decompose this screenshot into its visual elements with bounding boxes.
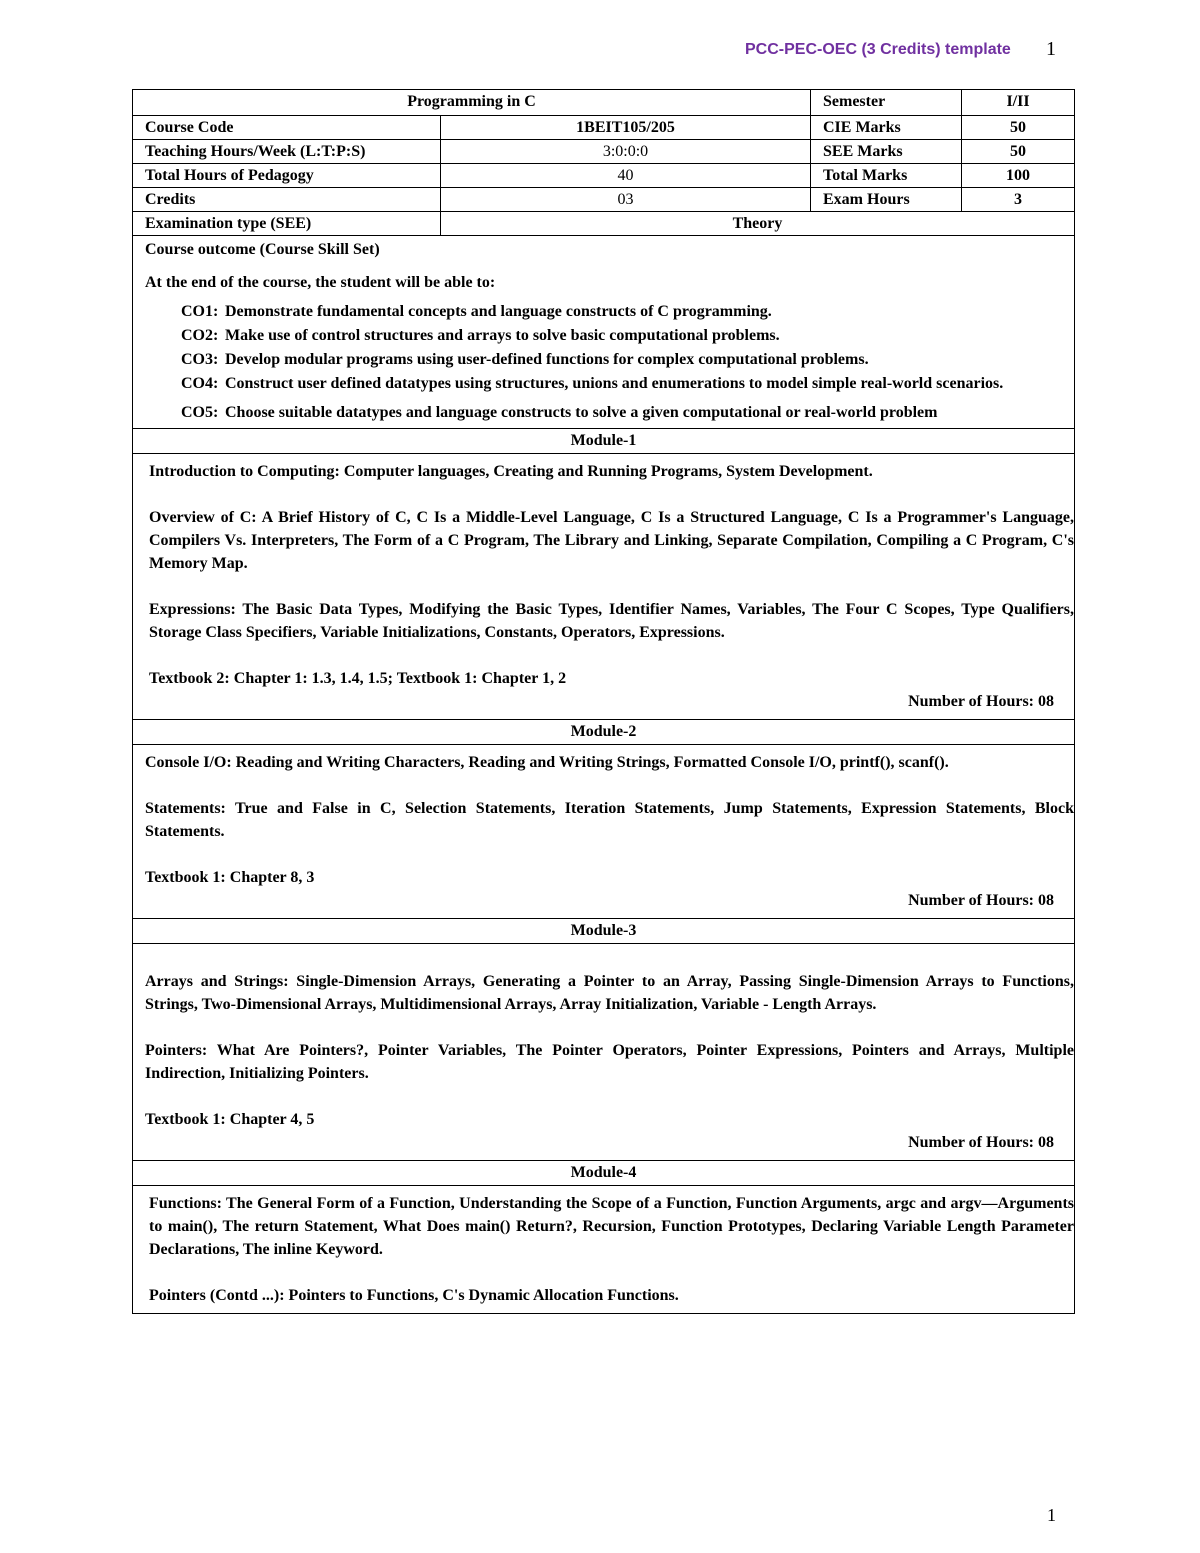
outcome-item (181, 348, 1062, 371)
outcome-item (181, 401, 1062, 424)
module-title-row (133, 720, 1075, 745)
module-body-row (133, 944, 1075, 1161)
topic-heading: Pointers: (145, 1042, 208, 1059)
topic-heading: Introduction to Computing: (149, 463, 340, 480)
info-label-2: Total Marks (811, 164, 962, 188)
outcome-code: CO4: (181, 375, 219, 392)
info-value-2: 100 (962, 164, 1075, 188)
info-row (133, 188, 1075, 212)
outcome-text: Make use of control structures and arrays to solve basic computational problems. (225, 327, 780, 344)
module-title: Module-1 (133, 429, 1075, 454)
course-outcomes-row (133, 236, 1075, 429)
module-paragraph (149, 1192, 1074, 1261)
topic-body: Reading and Writing Characters, Reading and Writing Strings, Formatted Console I/O, printf(), scanf(). (231, 754, 949, 771)
module-body (133, 745, 1075, 919)
semester-value: I/II (962, 90, 1075, 116)
outcome-code: CO5: (181, 404, 219, 421)
outcome-text: Demonstrate fundamental concepts and language constructs of C programming. (225, 303, 772, 320)
topic-body: A Brief History of C, C Is a Middle-Level Language, C Is a Structured Language, C Is a Programmer's Language, Compilers Vs. Interpreters, The Form of a C Program, The Library and Linking, Separate Compilation, Compiling a C Program, C's Memory Map. (149, 509, 1074, 572)
module-paragraph (149, 1284, 1074, 1307)
info-value: 40 (441, 164, 811, 188)
textbook-reference: Textbook 1: Chapter 8, 3 (145, 869, 315, 886)
info-label: Credits (133, 188, 441, 212)
module-body (133, 944, 1075, 1161)
exam-type-label: Examination type (SEE) (133, 212, 441, 236)
module-title-row (133, 429, 1075, 454)
course-outcomes (133, 236, 1075, 429)
course-title-row (133, 90, 1075, 116)
module-title: Module-4 (133, 1161, 1075, 1186)
header-page-number: 1 (1046, 38, 1056, 60)
module-paragraph (149, 460, 1074, 483)
topic-heading: Pointers (Contd ...): (149, 1287, 285, 1304)
module-body (133, 454, 1075, 720)
header-title: PCC-PEC-OEC (3 Credits) template (745, 41, 1011, 58)
outcomes-intro: At the end of the course, the student will be able to: (145, 274, 496, 291)
outcome-item (181, 324, 1062, 347)
info-label: Total Hours of Pedagogy (133, 164, 441, 188)
topic-body: True and False in C, Selection Statements, Iteration Statements, Jump Statements, Expression Statements, Block Statements. (145, 800, 1074, 840)
topic-heading: Functions: (149, 1195, 222, 1212)
info-value-2: 50 (962, 140, 1075, 164)
info-row (133, 164, 1075, 188)
module-title-row (133, 1161, 1075, 1186)
course-name: Programming in C (133, 90, 811, 116)
exam-type-value: Theory (441, 212, 1075, 236)
footer-page-number: 1 (1047, 1505, 1056, 1525)
topic-heading: Expressions: (149, 601, 236, 618)
info-value: 3:0:0:0 (441, 140, 811, 164)
outcome-code: CO3: (181, 351, 219, 368)
topic-body: Computer languages, Creating and Running Programs, System Development. (339, 463, 873, 480)
number-of-hours: Number of Hours: 08 (908, 693, 1054, 710)
module-title: Module-2 (133, 720, 1075, 745)
number-of-hours: Number of Hours: 08 (908, 1134, 1054, 1151)
info-label: Teaching Hours/Week (L:T:P:S) (133, 140, 441, 164)
semester-label: Semester (811, 90, 962, 116)
info-label-2: Exam Hours (811, 188, 962, 212)
topic-body: Single-Dimension Arrays, Generating a Pointer to an Array, Passing Single-Dimension Arrays to Functions, Strings, Two-Dimensional Arrays, Multidimensional Arrays, Array Initialization, Variable - Length Arrays. (145, 973, 1074, 1013)
module-paragraph (145, 797, 1074, 843)
info-value-2: 50 (962, 116, 1075, 140)
module-paragraph (145, 970, 1074, 1016)
outcome-text: Develop modular programs using user-defined functions for complex computational problems. (225, 351, 869, 368)
topic-body: The General Form of a Function, Understanding the Scope of a Function, Function Arguments, argc and argv—Arguments to main(), The return Statement, What Does main() Return?, Recursion, Function Prototypes, Declaring Variable Length Parameter Declarations, The inline Keyword. (149, 1195, 1074, 1258)
topic-heading: Statements: (145, 800, 226, 817)
module-body-row (133, 745, 1075, 919)
outcome-item (181, 300, 1062, 323)
module-paragraph (149, 598, 1074, 644)
module-title-row (133, 919, 1075, 944)
info-value: 03 (441, 188, 811, 212)
syllabus-table (132, 89, 1075, 1314)
info-label: Course Code (133, 116, 441, 140)
topic-body: What Are Pointers?, Pointer Variables, The Pointer Operators, Pointer Expressions, Pointers and Arrays, Multiple Indirection, Initializing Pointers. (145, 1042, 1074, 1082)
module-body-row (133, 1186, 1075, 1314)
exam-type-row (133, 212, 1075, 236)
module-paragraph (149, 506, 1074, 575)
topic-heading: Console I/O: (145, 754, 232, 771)
module-paragraph (145, 1039, 1074, 1085)
textbook-reference: Textbook 2: Chapter 1: 1.3, 1.4, 1.5; Textbook 1: Chapter 1, 2 (149, 670, 567, 687)
outcomes-title: Course outcome (Course Skill Set) (145, 241, 380, 258)
info-label-2: CIE Marks (811, 116, 962, 140)
module-body-row (133, 454, 1075, 720)
info-row (133, 116, 1075, 140)
number-of-hours: Number of Hours: 08 (908, 892, 1054, 909)
topic-heading: Overview of C: (149, 509, 257, 526)
outcome-code: CO1: (181, 303, 219, 320)
outcome-text: Choose suitable datatypes and language constructs to solve a given computational or real-world problem (225, 404, 938, 421)
info-value: 1BEIT105/205 (441, 116, 811, 140)
topic-body: The Basic Data Types, Modifying the Basic Types, Identifier Names, Variables, The Four C Scopes, Type Qualifiers, Storage Class Specifiers, Variable Initializations, Constants, Operators, Expressions. (149, 601, 1074, 641)
info-value-2: 3 (962, 188, 1075, 212)
info-row (133, 140, 1075, 164)
info-label-2: SEE Marks (811, 140, 962, 164)
module-body (133, 1186, 1075, 1314)
textbook-reference: Textbook 1: Chapter 4, 5 (145, 1111, 315, 1128)
topic-body: Pointers to Functions, C's Dynamic Allocation Functions. (284, 1287, 679, 1304)
topic-heading: Arrays and Strings: (145, 973, 289, 990)
module-title: Module-3 (133, 919, 1075, 944)
outcomes-list (181, 300, 1062, 424)
outcome-item (181, 372, 1062, 395)
outcome-code: CO2: (181, 327, 219, 344)
outcome-text: Construct user defined datatypes using structures, unions and enumerations to model simple real-world scenarios. (225, 375, 1004, 392)
module-paragraph (145, 751, 1074, 774)
